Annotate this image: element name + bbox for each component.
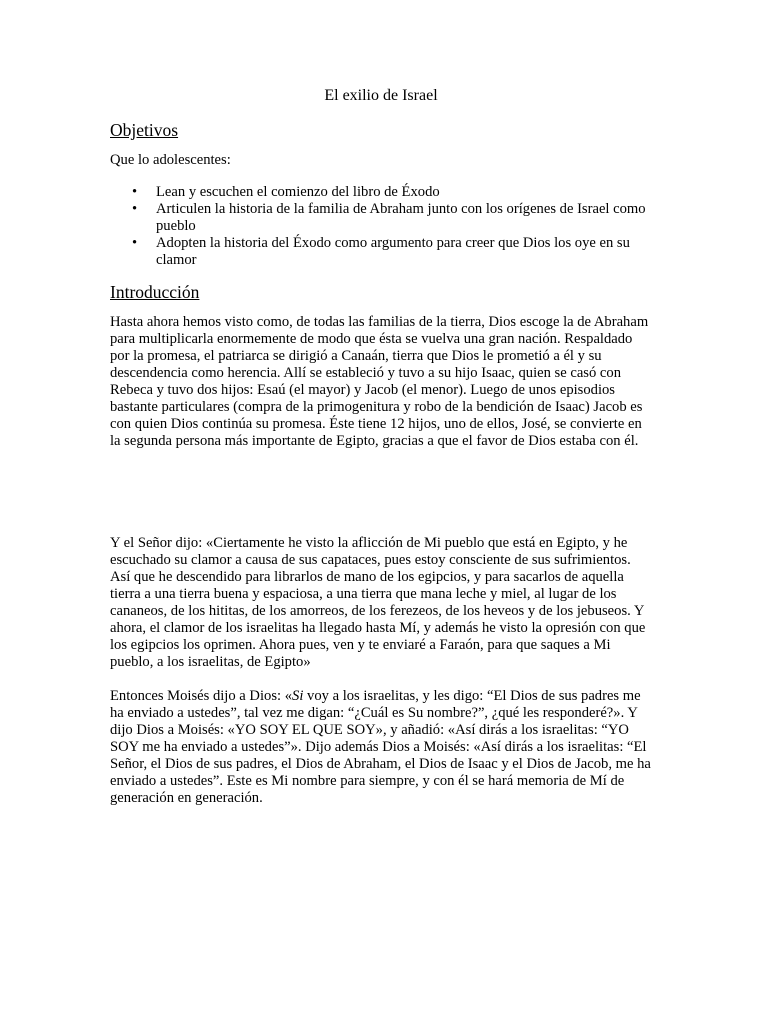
list-item xyxy=(132,235,652,269)
moses-text-rest: voy a los israelitas, y les digo: “El Dios de sus padres me ha enviado a ustedes”, tal vez me digan: “¿Cuál es Su nombre?”, ¿qué les responderé?». Y dijo Dios a Moisés: «YO SOY EL QUE SOY», y añadió: «Así dirás a los israelitas: “YO SOY me ha enviado a ustedes”». Dijo además Dios a Moisés: «Así dirás a los israelitas: “El Señor, el Dios de sus padres, el Dios de Abraham, el Dios de Isaac y el Dios de Jacob, me ha enviado a ustedes”. Este es Mi nombre para siempre, y con él se hará memoria de Mí de generación en generación. xyxy=(110,688,651,806)
page-title: El exilio de Israel xyxy=(324,87,438,104)
introduction-heading: Introducción xyxy=(110,282,200,302)
moses-paragraph xyxy=(110,688,652,807)
objectives-list xyxy=(110,184,652,269)
moses-italic-word: Si xyxy=(292,688,304,704)
document-content xyxy=(110,86,652,807)
list-item xyxy=(132,184,652,201)
blank-space xyxy=(110,671,652,688)
list-item xyxy=(132,201,652,235)
moses-text-start: Entonces Moisés dijo a Dios: « xyxy=(110,688,293,704)
blank-space xyxy=(110,450,652,535)
objectives-lead: Que lo adolescentes: xyxy=(110,152,231,168)
objective-text: Lean y escuchen el comienzo del libro de Éxodo xyxy=(156,184,440,200)
objective-text: Articulen la historia de la familia de Abraham junto con los orígenes de Israel como pueblo xyxy=(156,201,646,234)
scripture-paragraph: Y el Señor dijo: «Ciertamente he visto la aflicción de Mi pueblo que está en Egipto, y he escuchado su clamor a causa de sus capataces, pues estoy consciente de sus sufrimientos. Así que he descendido para librarlos de mano de los egipcios, y para sacarlos de aquella tierra a una tierra buena y espaciosa, a una tierra que mana leche y miel, al lugar de los cananeos, de los hititas, de los amorreos, de los ferezeos, de los heveos y de los jebuseos. Y ahora, el clamor de los israelitas ha llegado hasta Mí, y además he visto la opresión con que los egipcios los oprimen. Ahora pues, ven y te enviaré a Faraón, para que saques a Mi pueblo, a los israelitas, de Egipto» xyxy=(110,535,646,670)
introduction-paragraph: Hasta ahora hemos visto como, de todas las familias de la tierra, Dios escoge la de Abraham para multiplicarla enormemente de modo que ésta se vuelva una gran nación. Respaldado por la promesa, el patriarca se dirigió a Canaán, tierra que Dios le prometió a él y su descendencia como herencia. Allí se estableció y tuvo a su hijo Isaac, quien se casó con Rebeca y tuvo dos hijos: Esaú (el mayor) y Jacob (el menor). Luego de unos episodios bastante particulares (compra de la primogenitura y robo de la bendición de Isaac) Jacob es con quien Dios continúa su promesa. Éste tiene 12 hijos, uno de ellos, José, se convierte en la segunda persona más importante de Egipto, gracias a que el favor de Dios estaba con él. xyxy=(110,314,649,449)
objective-text: Adopten la historia del Éxodo como argumento para creer que Dios los oye en su clamor xyxy=(156,235,630,268)
objectives-heading: Objetivos xyxy=(110,120,179,140)
bullet-icon: • xyxy=(132,201,138,217)
bullet-icon: • xyxy=(132,184,138,200)
bullet-icon: • xyxy=(132,235,138,251)
